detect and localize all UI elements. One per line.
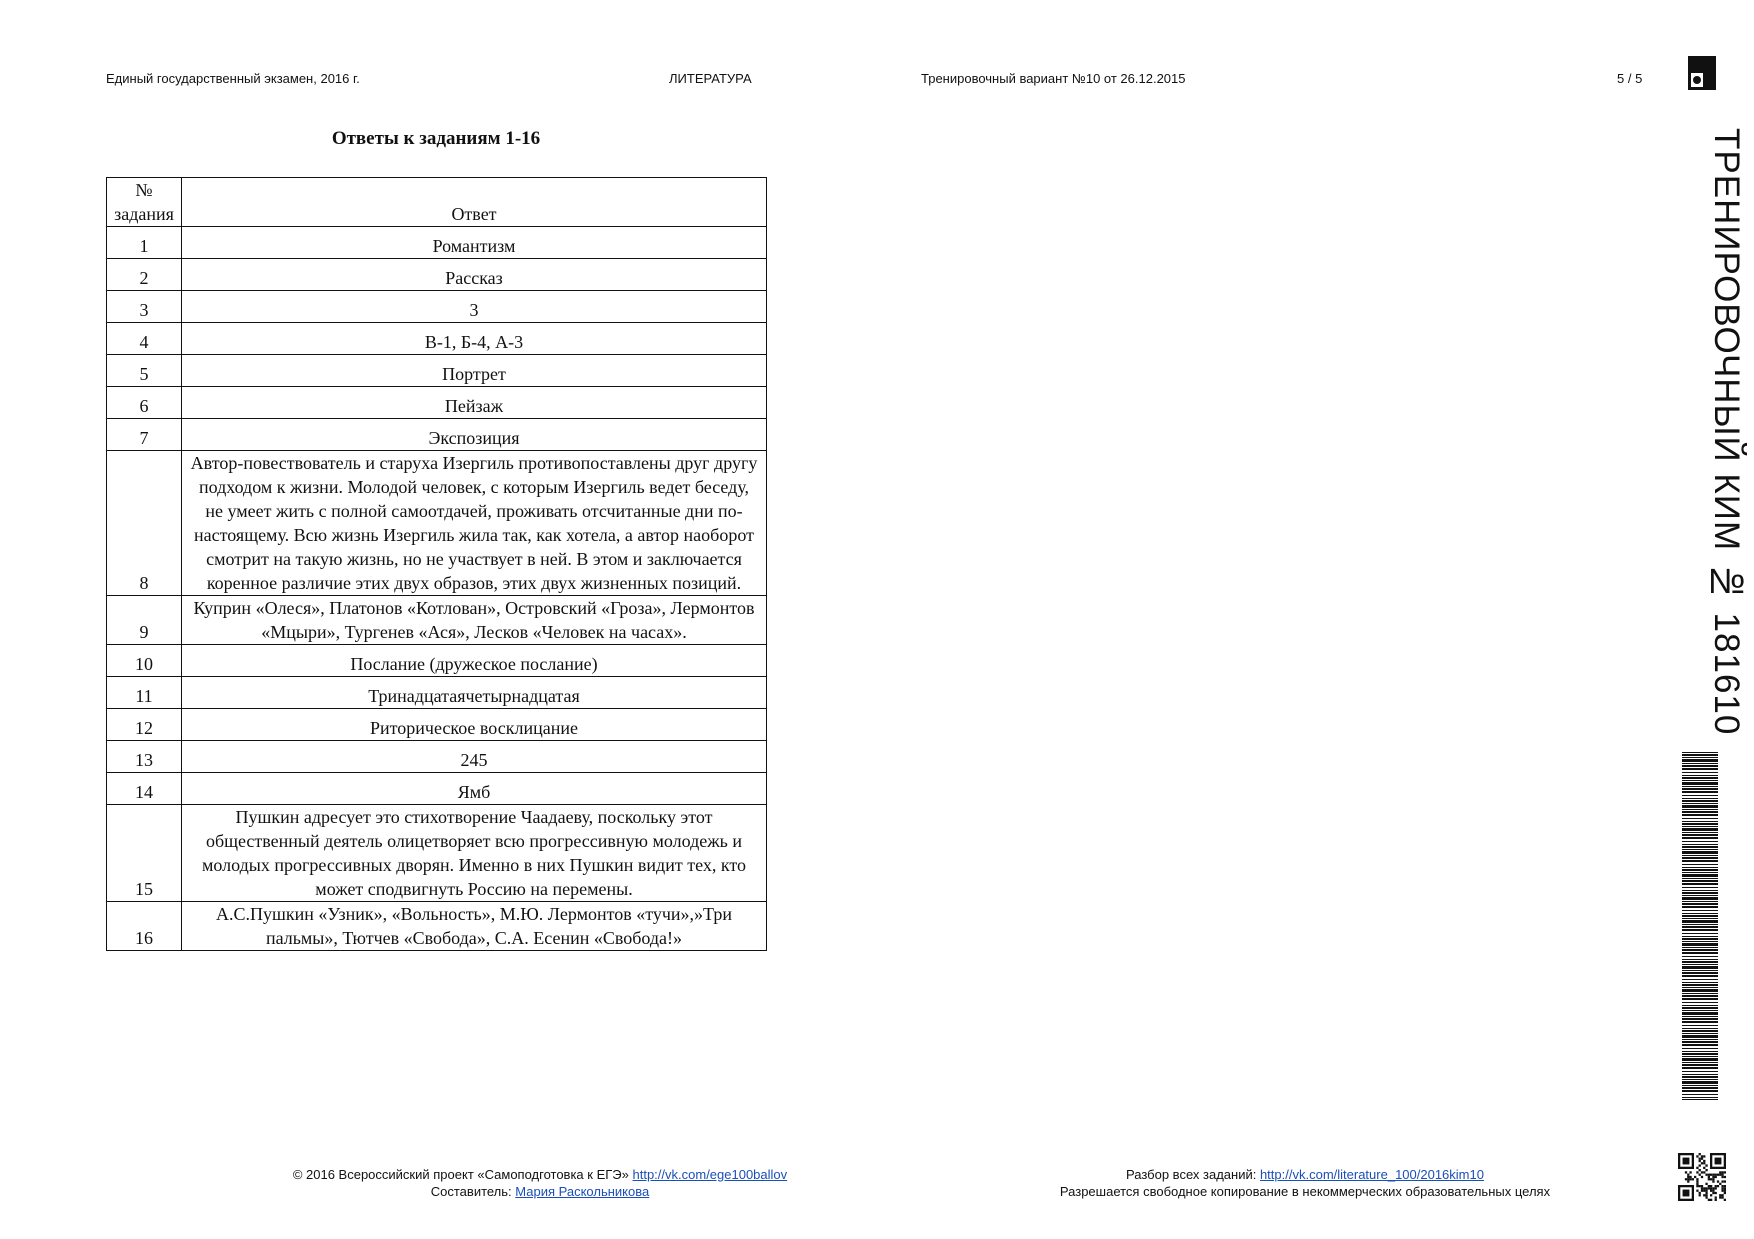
task-answer: Послание (дружеское послание) bbox=[182, 645, 767, 677]
footer-copyright-line bbox=[230, 1166, 850, 1183]
table-row bbox=[107, 645, 767, 677]
task-number: 13 bbox=[107, 741, 182, 773]
header-exam: Единый государственный экзамен, 2016 г. bbox=[106, 71, 360, 86]
task-number: 10 bbox=[107, 645, 182, 677]
compiler-link[interactable]: Мария Раскольникова bbox=[515, 1184, 650, 1199]
task-number: 4 bbox=[107, 323, 182, 355]
table-row bbox=[107, 387, 767, 419]
answers-table bbox=[106, 177, 767, 951]
footer-analysis-line bbox=[1010, 1166, 1600, 1183]
task-answer: В-1, Б-4, А-3 bbox=[182, 323, 767, 355]
table-row bbox=[107, 677, 767, 709]
project-link[interactable]: http://vk.com/ege100ballov bbox=[632, 1167, 788, 1182]
table-row bbox=[107, 902, 767, 951]
task-number: 1 bbox=[107, 227, 182, 259]
column-header-number: № задания bbox=[107, 178, 182, 227]
task-number: 14 bbox=[107, 773, 182, 805]
task-number: 6 bbox=[107, 387, 182, 419]
task-number: 16 bbox=[107, 902, 182, 951]
task-answer: Ямб bbox=[182, 773, 767, 805]
table-row bbox=[107, 291, 767, 323]
table-row bbox=[107, 355, 767, 387]
task-number: 8 bbox=[107, 451, 182, 596]
task-answer: Автор-повествователь и старуха Изергиль противопоставлены друг другу подходом к жизни. Молодой человек, с которым Изергиль ведет беседу, не умеет жить с полной самоотдачей, проживать отсчитанные дни по-настоящему. Всю жизнь Изергиль жила так, как хотела, а автор наоборот смотрит на такую жизнь, но не участвует в ней. В этом и заключается коренное различие этих двух образов, этих двух жизненных позиций. bbox=[182, 451, 767, 596]
task-number: 11 bbox=[107, 677, 182, 709]
task-answer: Рассказ bbox=[182, 259, 767, 291]
table-row bbox=[107, 709, 767, 741]
table-row bbox=[107, 741, 767, 773]
header-variant: Тренировочный вариант №10 от 26.12.2015 bbox=[921, 71, 1186, 86]
task-answer: Риторическое восклицание bbox=[182, 709, 767, 741]
table-row bbox=[107, 259, 767, 291]
footer-compiler-label: Составитель: bbox=[430, 1184, 512, 1199]
logo-icon bbox=[1688, 56, 1716, 90]
task-number: 9 bbox=[107, 596, 182, 645]
table-row bbox=[107, 227, 767, 259]
task-answer: Экспозиция bbox=[182, 419, 767, 451]
task-answer: Портрет bbox=[182, 355, 767, 387]
analysis-link[interactable]: http://vk.com/literature_100/2016kim10 bbox=[1259, 1167, 1484, 1182]
page-number: 5 / 5 bbox=[1617, 71, 1643, 86]
task-answer: А.С.Пушкин «Узник», «Вольность», М.Ю. Лермонтов «тучи»,»Три пальмы», Тютчев «Свобода», С.А. Есенин «Свобода!» bbox=[182, 902, 767, 951]
table-row bbox=[107, 805, 767, 902]
task-number: 7 bbox=[107, 419, 182, 451]
task-answer: Романтизм bbox=[182, 227, 767, 259]
footer-left bbox=[230, 1166, 850, 1200]
task-answer: Тринадцатаячетырнадцатая bbox=[182, 677, 767, 709]
task-number: 2 bbox=[107, 259, 182, 291]
task-answer: 245 bbox=[182, 741, 767, 773]
task-answer: Куприн «Олеся», Платонов «Котлован», Островский «Гроза», Лермонтов «Мцыри», Тургенев «Ася», Лесков «Человек на часах». bbox=[182, 596, 767, 645]
task-number: 12 bbox=[107, 709, 182, 741]
footer-right bbox=[1010, 1166, 1600, 1200]
footer-analysis-label: Разбор всех заданий: bbox=[1126, 1167, 1257, 1182]
footer-license: Разрешается свободное копирование в некоммерческих образовательных целях bbox=[1059, 1184, 1551, 1199]
task-number: 3 bbox=[107, 291, 182, 323]
task-answer: Пейзаж bbox=[182, 387, 767, 419]
footer-compiler-line bbox=[230, 1183, 850, 1200]
table-row bbox=[107, 419, 767, 451]
column-header-answer: Ответ bbox=[182, 178, 767, 227]
task-answer: 3 bbox=[182, 291, 767, 323]
table-row bbox=[107, 451, 767, 596]
table-row bbox=[107, 323, 767, 355]
task-number: 5 bbox=[107, 355, 182, 387]
task-number: 15 bbox=[107, 805, 182, 902]
task-answer: Пушкин адресует это стихотворение Чаадаеву, поскольку этот общественный деятель олицетворяет всю прогрессивную молодежь и молодых прогрессивных дворян. Именно в них Пушкин видит тех, кто может сподвигнуть Россию на перемены. bbox=[182, 805, 767, 902]
table-header-row bbox=[107, 178, 767, 227]
answers-title: Ответы к заданиям 1-16 bbox=[331, 128, 541, 149]
header-subject: ЛИТЕРАТУРА bbox=[669, 71, 752, 86]
barcode-icon bbox=[1682, 752, 1718, 1100]
table-row bbox=[107, 596, 767, 645]
footer-copyright: © 2016 Всероссийский проект «Самоподготовка к ЕГЭ» bbox=[292, 1167, 629, 1182]
side-kim-title: ТРЕНИРОВОЧНЫЙ КИМ № 181610 bbox=[1707, 128, 1746, 736]
table-row bbox=[107, 773, 767, 805]
qr-code-icon bbox=[1678, 1153, 1726, 1201]
